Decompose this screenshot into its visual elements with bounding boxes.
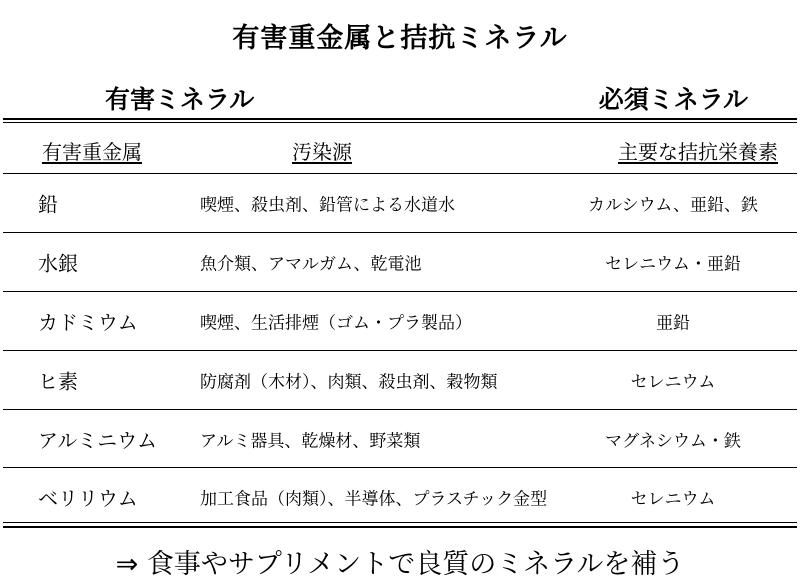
cell-source: アルミ器具、乾燥材、野菜類 — [200, 431, 421, 452]
table-row — [0, 468, 800, 526]
header-pollution-source: 汚染源 — [292, 140, 352, 164]
header-antagonist-nutrient: 主要な拮抗栄養素 — [618, 140, 778, 164]
cell-antagonist: セレニウム — [630, 489, 716, 510]
section-harmful-minerals: 有害ミネラル — [105, 85, 255, 114]
bottom-double-rule — [3, 522, 797, 523]
table-row — [0, 233, 800, 291]
conclusion-text: ⇒ 食事やサプリメントで良質のミネラルを補う — [115, 549, 685, 580]
cell-source: 防腐剤（木材）、肉類、殺虫剤、穀物類 — [200, 372, 498, 393]
cell-antagonist: カルシウム、亜鉛、鉄 — [588, 195, 758, 216]
header-heavy-metal: 有害重金属 — [42, 140, 142, 164]
cell-metal: アルミニウム — [38, 428, 157, 453]
cell-source: 喫煙、生活排煙（ゴム・プラ製品） — [200, 313, 472, 334]
cell-source: 加工食品（肉類）、半導体、プラスチック金型 — [200, 489, 548, 510]
cell-metal: 水銀 — [38, 251, 78, 276]
cell-antagonist: マグネシウム・鉄 — [605, 431, 741, 452]
cell-metal: ベリリウム — [38, 486, 138, 511]
page-title: 有害重金属と拮抗ミネラル — [232, 23, 568, 54]
cell-metal: 鉛 — [38, 192, 58, 217]
table-row — [0, 174, 800, 232]
top-double-rule — [3, 118, 797, 120]
section-essential-minerals: 必須ミネラル — [598, 85, 748, 114]
table-row — [0, 410, 800, 468]
cell-source: 喫煙、殺虫剤、鉛管による水道水 — [200, 195, 455, 216]
cell-metal: ヒ素 — [38, 369, 78, 394]
table-row — [0, 351, 800, 409]
cell-antagonist: 亜鉛 — [656, 313, 690, 334]
cell-antagonist: セレニウム・亜鉛 — [605, 254, 741, 275]
cell-antagonist: セレニウム — [630, 372, 716, 393]
cell-source: 魚介類、アマルガム、乾電池 — [200, 254, 422, 275]
table-row — [0, 292, 800, 350]
cell-metal: カドミウム — [38, 310, 138, 335]
